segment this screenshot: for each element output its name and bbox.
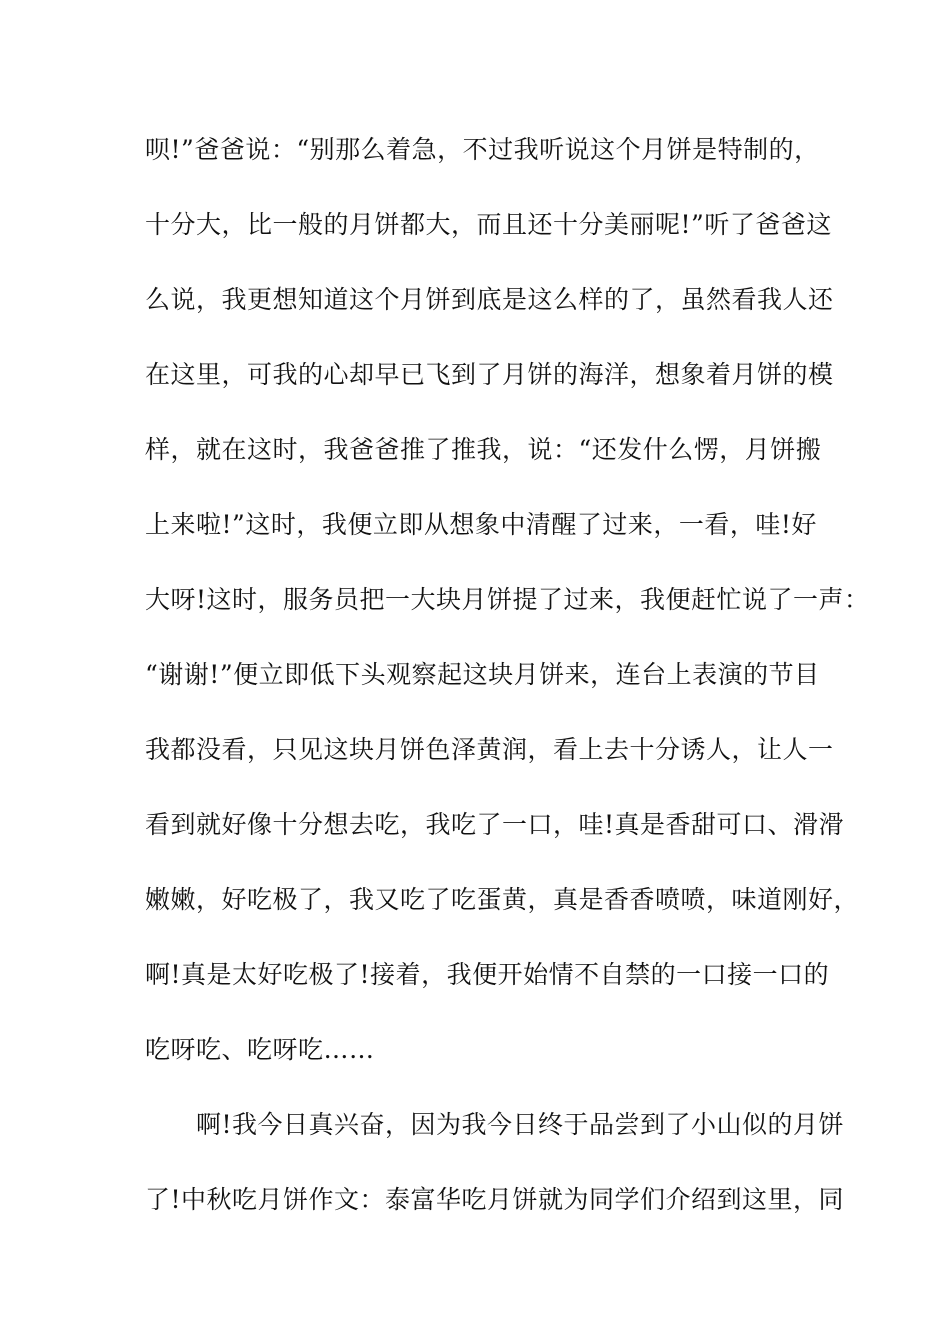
text-line: “谢谢!”便立即低下头观察起这块月饼来，连台上表演的节目	[145, 660, 820, 689]
text-line: 嫩嫩，好吃极了，我又吃了吃蛋黄，真是香香喷喷，味道刚好，	[145, 885, 860, 914]
text-line: 十分大，比一般的月饼都大，而且还十分美丽呢!”听了爸爸这	[145, 210, 832, 239]
text-line: 了!中秋吃月饼作文：泰富华吃月饼就为同学们介绍到这里，同	[145, 1185, 845, 1214]
text-line: 上来啦!”这时，我便立即从想象中清醒了过来，一看，哇!好	[145, 510, 817, 539]
text-line: 啊!真是太好吃极了!接着，我便开始情不自禁的一口接一口的	[145, 960, 830, 989]
text-line: 我都没看，只见这块月饼色泽黄润，看上去十分诱人，让人一	[145, 735, 834, 764]
text-line: 大呀!这时，服务员把一大块月饼提了过来，我便赶忙说了一声：	[145, 585, 870, 614]
text-line: 吃呀吃、吃呀吃……	[145, 1035, 375, 1064]
text-line: 么说，我更想知道这个月饼到底是这么样的了，虽然看我人还	[145, 285, 834, 314]
text-line: 啊!我今日真兴奋，因为我今日终于品尝到了小山似的月饼	[145, 1110, 845, 1139]
text-line: 样，就在这时，我爸爸推了推我，说：“还发什么愣，月饼搬	[145, 435, 822, 464]
text-line: 看到就好像十分想去吃，我吃了一口，哇!真是香甜可口、滑滑	[145, 810, 845, 839]
text-line: 在这里，可我的心却早已飞到了月饼的海洋，想象着月饼的模	[145, 360, 834, 389]
body-text	[145, 128, 870, 1253]
text-line: 呗!”爸爸说：“别那么着急，不过我听说这个月饼是特制的，	[145, 135, 820, 164]
